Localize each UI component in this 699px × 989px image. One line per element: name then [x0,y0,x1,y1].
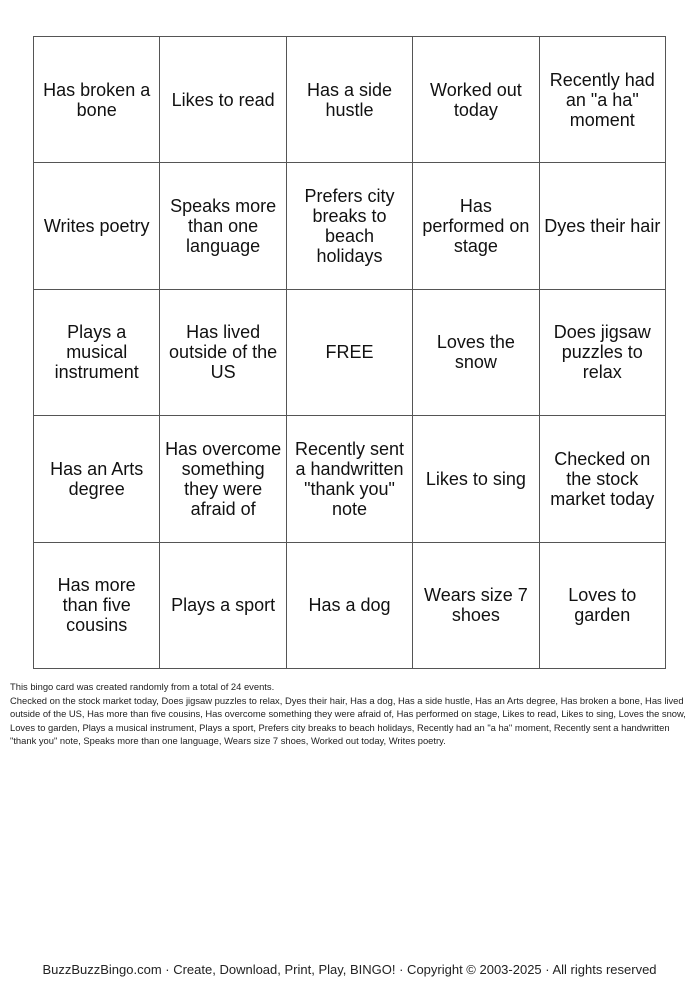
cell-text: FREE [325,342,374,363]
bingo-cell [34,290,160,416]
events-list: Checked on the stock market today, Does jigsaw puzzles to relax, Dyes their hair, Has a dog, Has a side hustle, Has an Arts degree, Has broken a bone, Has lived outside of the US, Has more than five cousins, Has overcome something they were afraid of, Has performed on stage, Likes to read, Likes to sing, Loves the snow, Loves to garden, Plays a musical instrument, Plays a sport, Prefers city breaks to beach holidays, Recently had an "a ha" moment, Recently sent a handwritten "thank you" note, Speaks more than one language, Wears size 7 shoes, Worked out today, Writes poetry. [10,694,686,747]
free-space-cell [287,290,413,416]
card-info [10,680,690,748]
cell-text: Has a dog [308,595,391,616]
bingo-cell [160,37,286,163]
bingo-cell [160,543,286,669]
cell-text: Plays a sport [171,595,276,616]
cell-text: Has overcome something they were afraid of [165,438,282,519]
cell-text: Recently sent a handwritten "thank you" note [294,438,405,519]
card-summary: This bingo card was created randomly from a total of 24 events. [10,681,275,692]
cell-text: Recently had an "a ha" moment [549,69,655,130]
cell-text: Has lived outside of the US [169,322,278,383]
bingo-cell [287,163,413,289]
bingo-cell [413,543,539,669]
bingo-cell [413,416,539,542]
bingo-cell [413,163,539,289]
cell-text: Writes poetry [43,216,150,237]
cell-text: Likes to sing [425,468,526,489]
cell-text: Prefers city breaks to beach holidays [304,186,395,267]
cell-text: Loves to garden [568,585,637,626]
bingo-cell [34,416,160,542]
bingo-cell [540,163,666,289]
cell-text: Loves the snow [436,332,515,373]
bingo-card-grid [33,36,666,669]
bingo-cell [287,543,413,669]
cell-text: Checked on the stock market today [550,448,655,509]
cell-text: Does jigsaw puzzles to relax [553,322,651,383]
cell-text: Has performed on stage [422,196,530,257]
cell-text: Has a side hustle [306,79,393,120]
cell-text: Has broken a bone [43,79,151,120]
bingo-cell [34,163,160,289]
bingo-cell [160,416,286,542]
cell-text: Likes to read [171,89,275,110]
bingo-cell [540,37,666,163]
cell-text: Plays a musical instrument [54,322,139,383]
footer-copyright: BuzzBuzzBingo.com · Create, Download, Print, Play, BINGO! · Copyright © 2003-2025 · All rights reserved [42,962,657,977]
bingo-cell [413,290,539,416]
bingo-cell [287,37,413,163]
cell-text: Has more than five cousins [57,575,136,636]
bingo-cell [540,543,666,669]
cell-text: Worked out today [430,79,522,120]
bingo-cell [34,543,160,669]
bingo-cell [540,416,666,542]
cell-text: Wears size 7 shoes [424,585,528,626]
bingo-cell [287,416,413,542]
cell-text: Dyes their hair [544,216,661,237]
bingo-cell [160,290,286,416]
bingo-cell [34,37,160,163]
bingo-cell [160,163,286,289]
bingo-cell [413,37,539,163]
cell-text: Has an Arts degree [50,458,144,499]
cell-text: Speaks more than one language [170,196,277,257]
bingo-cell [540,290,666,416]
